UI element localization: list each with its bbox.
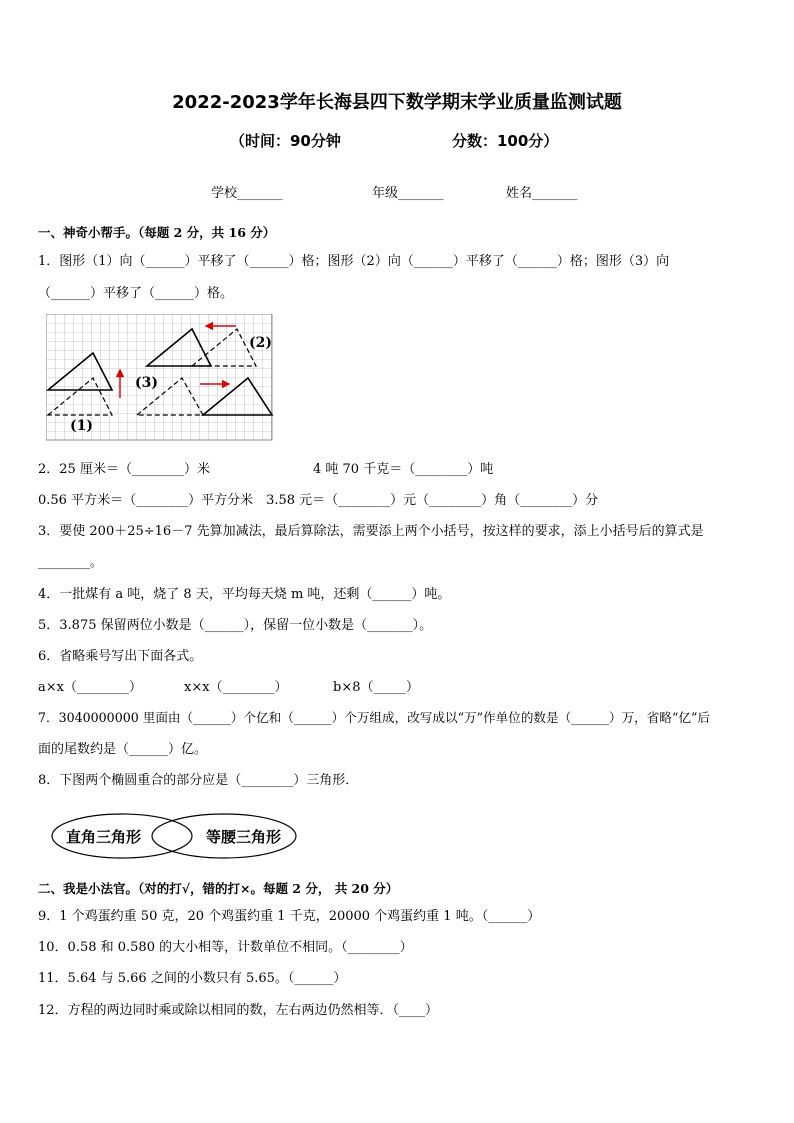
question-1-line-2: （______）平移了（______）格。	[38, 286, 234, 301]
time-label: （时间：90分钟	[230, 132, 341, 150]
question-2-a: 2．25 厘米＝（________）米	[38, 462, 210, 477]
question-11: 11．5.64 与 5.66 之间的小数只有 5.65。（______）	[38, 971, 347, 986]
question-7-line-2: 面的尾数约是（______）亿。	[38, 742, 208, 757]
question-12: 12．方程的两边同时乘或除以相同的数，左右两边仍然相等．（____）	[38, 1003, 439, 1018]
question-4: 4．一批煤有 a 吨，烧了 8 天，平均每天烧 m 吨，还剩（______）吨。	[38, 587, 451, 602]
question-2-b: 4 吨 70 千克＝（________）吨	[313, 462, 494, 477]
question-2-c: 0.56 平方米＝（________）平方分米 3.58 元＝（________）元（________）角（________）分	[38, 493, 599, 508]
school-field: 学校_______	[211, 186, 283, 201]
question-7-line-1: 7．3040000000 里面由（______）个亿和（______）个万组成，改写成以“万”作单位的数是（______）万，省略“亿”后	[38, 710, 711, 725]
section-1-heading: 一、神奇小帮手。（每题 2 分，共 16 分）	[38, 225, 276, 240]
grade-field: 年级_______	[372, 186, 444, 201]
question-6: 6．省略乘号写出下面各式。	[38, 649, 203, 664]
score-label: 分数：100分）	[452, 132, 559, 150]
question-3-line-1: 3．要使 200＋25÷16－7 先算加减法，最后算除法，需要添上两个小括号，按这样的要求，添上小括号后的算式是	[38, 524, 704, 539]
ellipse-right-label: 等腰三角形	[206, 828, 282, 846]
translation-grid-figure	[46, 314, 274, 446]
ellipses-svg	[48, 808, 304, 864]
section-2-heading: 二、我是小法官。（对的打√，错的打×。每题 2 分， 共 20 分）	[38, 881, 399, 896]
question-3-line-2: ________。	[38, 555, 104, 570]
question-9: 9．1 个鸡蛋约重 50 克，20 个鸡蛋约重 1 千克，20000 个鸡蛋约重 1 吨。（______）	[38, 909, 541, 924]
question-8: 8．下图两个椭圆重合的部分应是（________）三角形．	[38, 773, 359, 788]
name-field: 姓名_______	[506, 186, 578, 201]
label-1: (1)	[70, 418, 93, 434]
question-6-c: b×8（_____）	[333, 680, 419, 695]
label-3: (3)	[135, 375, 158, 391]
overlapping-ellipses-figure	[48, 808, 304, 868]
label-2: (2)	[249, 335, 272, 351]
page-title: 2022-2023学年长海县四下数学期末学业质量监测试题	[172, 92, 622, 113]
question-1-line-1: 1．图形（1）向（______）平移了（______）格；图形（2）向（______）平移了（______）格；图形（3）向	[38, 254, 670, 269]
question-6-b: x×x（________）	[184, 680, 288, 695]
ellipse-left-label: 直角三角形	[66, 828, 142, 846]
question-10: 10．0.58 和 0.580 的大小相等，计数单位不相同。（________）	[38, 940, 413, 955]
grid-svg	[46, 314, 274, 442]
question-6-a: a×x（________）	[38, 680, 142, 695]
question-5: 5．3.875 保留两位小数是（______），保留一位小数是（_______）。	[38, 618, 433, 633]
